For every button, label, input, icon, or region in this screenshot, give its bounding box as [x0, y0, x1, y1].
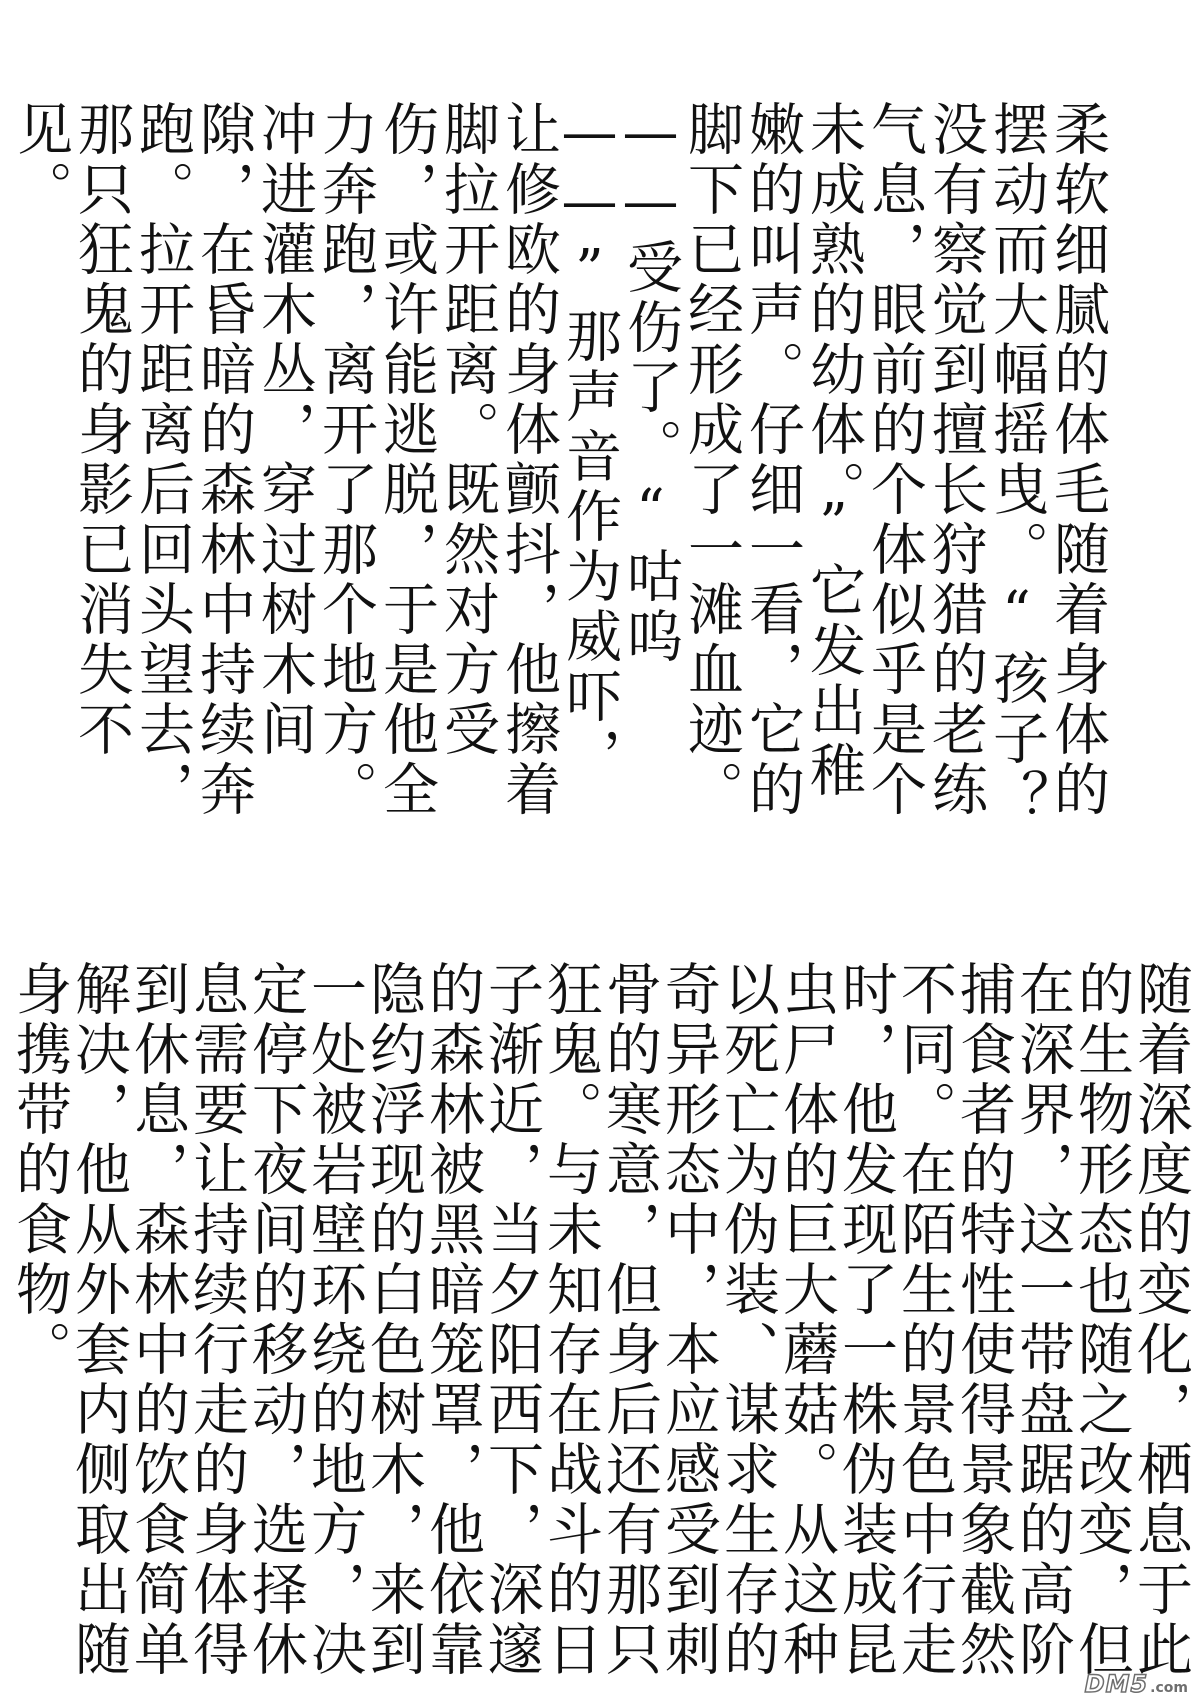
text-block-bottom [7, 960, 1193, 1700]
paragraph-top: 柔软细腻的体毛随着身体的摆动而大幅摇曳。“孩子？没有察觉到擅长狩猎的老练气息，眼前的个体似乎是个未成熟的幼体。”它发出稚嫩的叫声。仔细一看，它的脚下已经形成了一滩血迹。——受伤了。“咕呜——”那声音作为威吓，让修欧的身体颤抖，他擦着脚拉开距离。既然对方受伤，或许能逃脱，于是他全力奔跑，离开了那个地方。冲进灌木丛，穿过树木间隙，在昏暗的森林中持续奔跑。拉开距离后回头望去，那只狂鬼的身影已消失不见。 [8, 100, 1110, 829]
watermark-domain: .com [1150, 1680, 1188, 1696]
site-watermark [1085, 1670, 1188, 1698]
watermark-logo: DM5 [1084, 1670, 1149, 1698]
text-block-top [8, 100, 1110, 840]
paragraph-bottom: 随着深度的变化，栖息于此的生物形态也随之改变，但在深界，这一带盘踞的高阶捕食者的特性使得景象截然不同。在陌生的景色中行走时，他发现了一株伪装成昆虫尸体的巨大蘑菇。从这种以死亡为伪装、谋求生存的奇异形态中，本应感受到刺骨的寒意，但身后还有那只狂鬼。与未知存在战斗的日子渐近，当夕阳西下，深邃的森林被黑暗笼罩，他依靠隐约浮现的白色树木，来到一处被岩壁环绕的地方，决定停下夜间的移动，选择休息需要让持续行走的身体得到休息，森林中的饮食简单解决，他从外套内侧取出随身携带的食物。 [7, 960, 1193, 1680]
